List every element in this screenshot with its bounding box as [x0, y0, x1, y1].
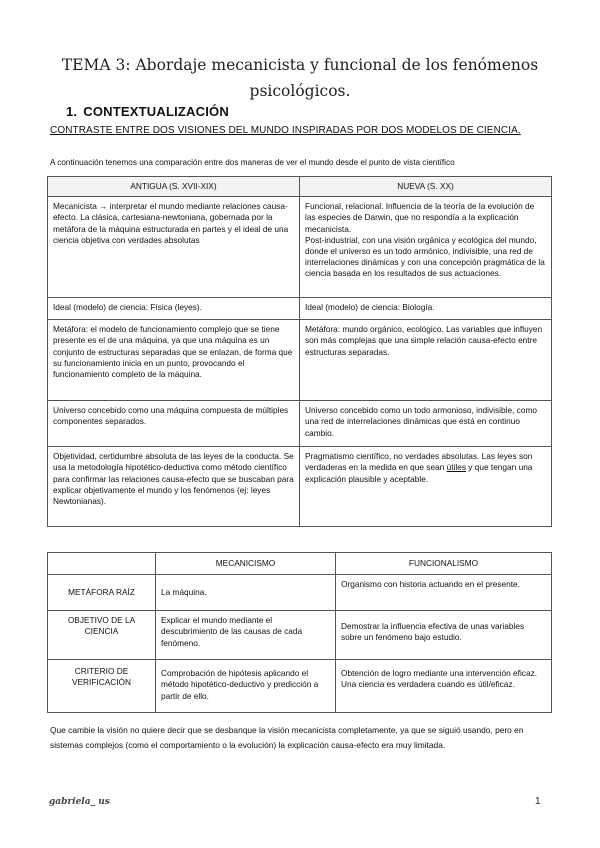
title-line-2: psicológicos.	[249, 82, 351, 100]
cell-fun-metaphor: Organismo con historia actuando en el presente.	[336, 575, 552, 611]
row-label-objective: OBJETIVO DE LA CIENCIA	[48, 611, 156, 660]
closing-paragraph: Que cambie la visión no quiere decir que se desbanque la visión mecanicista completamente, ya que se siguió usando, pero en sistemas complejos (como el comportamiento o la evolución) la explicación causa-efecto era muy limitada.	[50, 725, 524, 750]
table-row	[48, 447, 552, 527]
cell-antigua-metaphor: Metáfora: el modelo de funcionamiento complejo que se tiene presente es el de una máquina, ya que una máquina es un conjunto de estructuras separadas que se enlazan, de forma que su funcionamiento inicia en un punto, provocando el funcionamiento completo de la máquina.	[48, 320, 300, 401]
table-row	[48, 611, 552, 660]
cell-nueva-metaphor: Metáfora: mundo orgánico, ecológico. Las variables que influyen son más complejas que una simple relación causa-efecto entre estructuras separadas.	[300, 320, 552, 401]
page-number: 1	[535, 796, 541, 807]
document-title	[30, 52, 570, 104]
pragmatism-underlined: útiles	[446, 462, 466, 473]
table-row	[48, 401, 552, 447]
cell-fun-verification: Obtención de logro mediante una intervención eficaz. Una ciencia es verdadera cuando es útil/eficaz.	[336, 660, 552, 713]
cell-antigua-paradigm: Mecanicista → interpretar el mundo mediante relaciones causa-efecto. La clásica, cartesiana-newtoniana, gobernada por la metáfora de la máquina estructurada en partes y el ideal de una ciencia objetiva con verdades absolutas	[48, 197, 300, 298]
table-row	[48, 320, 552, 401]
cell-fun-objective: Demostrar la influencia efectiva de unas variables sobre un fenómeno bajo estudio.	[336, 611, 552, 660]
cell-nueva-universe: Universo concebido como un todo armonioso, indivisible, como una red de interrelaciones dinámicas que está en continuo cambio.	[300, 401, 552, 447]
header-funcionalismo: FUNCIONALISMO	[336, 553, 552, 575]
table-row	[48, 197, 552, 298]
section-title: CONTEXTUALIZACIÓN	[83, 104, 229, 119]
table-header-row	[48, 553, 552, 575]
cell-mec-metaphor: La máquina.	[156, 575, 336, 611]
cell-antigua-objectivity: Objetividad, certidumbre absoluta de las leyes de la conducta. Se usa la metodología hipotético-deductiva como método científico para confirmar las relaciones causa-efecto que se buscaban para explicar objetivamente el mundo y los fenómenos (ej: leyes Newtonianas).	[48, 447, 300, 527]
intro-paragraph: A continuación tenemos una comparación entre dos maneras de ver el mundo desde el punto de vista científico	[50, 158, 455, 167]
table-row	[48, 575, 552, 611]
table-row	[48, 298, 552, 320]
comparison-table-eras	[47, 176, 552, 527]
row-label-verification: CRITERIO DE VERIFICACIÓN	[48, 660, 156, 713]
table-header-row	[48, 177, 552, 197]
header-empty	[48, 553, 156, 575]
cell-nueva-ideal: Ideal (modelo) de ciencia: Biología.	[300, 298, 552, 320]
section-heading	[66, 104, 229, 119]
cell-mec-verification: Comprobación de hipótesis aplicando el método hipotético-deductivo y predicción a partir de ello.	[156, 660, 336, 713]
subheading: CONTRASTE ENTRE DOS VISIONES DEL MUNDO INSPIRADAS POR DOS MODELOS DE CIENCIA.	[50, 125, 521, 136]
cell-antigua-ideal: Ideal (modelo) de ciencia: Física (leyes).	[48, 298, 300, 320]
title-line-1: TEMA 3: Abordaje mecanicista y funcional de los fenómenos	[61, 56, 539, 74]
section-number: 1.	[66, 104, 78, 119]
pragmatism-text-after: y que tengan una explicación plausible y aceptable.	[305, 462, 533, 484]
cell-nueva-pragmatism	[300, 447, 552, 527]
cell-nueva-paradigm: Funcional, relacional. Influencia de la teoría de la evolución de las especies de Darwin, que no respondía a la explicación mecanicista. Post-industrial, con una visión orgánica y ecológica del mundo, donde el universo es un todo armónico, indivisible, una red de interrelaciones dinámicas y con una concepción pragmática de la ciencia basada en los resultados de sus actuaciones.	[300, 197, 552, 298]
comparison-table-paradigms	[47, 552, 552, 713]
row-label-metaphor: METÁFORA RAÍZ	[48, 575, 156, 611]
header-mecanicismo: MECANICISMO	[156, 553, 336, 575]
header-nueva: NUEVA (S. XX)	[300, 177, 552, 197]
header-antigua: ANTIGUA (S. XVII-XIX)	[48, 177, 300, 197]
footer-author: gabriela_ us	[49, 797, 110, 807]
cell-mec-objective: Explicar el mundo mediante el descubrimiento de las causas de cada fenómeno.	[156, 611, 336, 660]
pragmatism-text-before: Pragmatismo científico, no verdades absolutas. Las leyes son verdaderas en la medida en que sean	[305, 451, 533, 473]
table-row	[48, 660, 552, 713]
cell-antigua-universe: Universo concebido como una máquina compuesta de múltiples componentes separados.	[48, 401, 300, 447]
